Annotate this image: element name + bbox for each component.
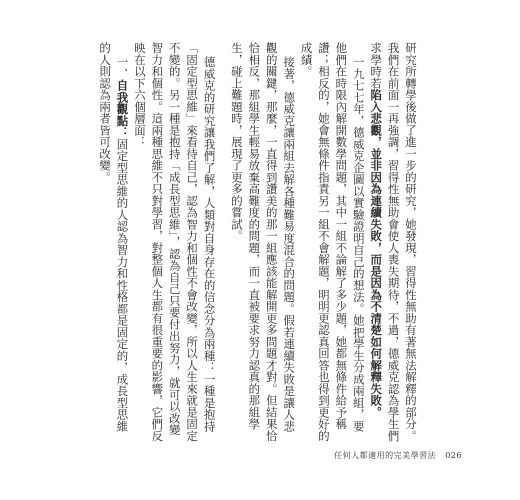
- paragraph: [228, 42, 298, 442]
- page-footer: [328, 450, 462, 461]
- body-text: 研究所轉學後做了進一步的研究，她發現，習得性無助有著無法解釋的部分。我們在前面一再強調，習得性無助會使人喪失期待，不過，德威克認為學生們求學時若: [369, 42, 418, 442]
- bold-text: 陷入悲觀，並非因為連續失敗，而是因為不清楚如何解釋失敗。: [369, 89, 384, 418]
- paragraph: [367, 42, 419, 442]
- body-text: 一、: [115, 55, 130, 80]
- page-number: 026: [445, 451, 462, 460]
- paragraph: [297, 42, 367, 442]
- body-text: 一九七七年，德威克企圖以實驗證明自己的想法。她把學生分成兩組，要他們在時限內解開數學問題，其中一組不論解了多少題，她都無條件給予稱讚；相反的，她會無條件指責另一組不會解題，明明更認真回答也得到更好的成績。: [299, 42, 366, 442]
- book-title: 任何人都適用的完美學習法: [334, 451, 437, 460]
- body-text: 固定型思維的人認為智力和性格都是固定的，成長型思維的人則認為兩者皆可改變。: [98, 42, 130, 432]
- vertical-text-body: [99, 42, 419, 442]
- bold-text: 自我觀點：: [115, 79, 130, 138]
- paragraph: [96, 42, 131, 442]
- body-text: 德威克的研究讓我們了解，人類對自身存在的信念分為兩種：一種是抱持「固定型思維」來看待自己，認為智力和個性不會改變，所以人生來就是固定不變的。另一種是抱持「成長型思維」，認為自己只要付出努力，就可以改變智力和個性。這兩種思維不只對學習，對整個人生都有很重要的影響，它們反映在以下六個層面：: [132, 42, 217, 442]
- body-text: 接著，德威克讓兩組去解各種難易度混合的問題。假若連續失敗是讓人悲觀的關鍵，那麼，一直得到讚美的那一組應該能解開更多問題才對。但結果恰恰相反，那組學生輕易放棄高難度的問題，而一直被要求努力認真的那組學生，碰上難題時，展現了更多的嘗試。: [229, 42, 297, 442]
- paragraph: [131, 42, 218, 442]
